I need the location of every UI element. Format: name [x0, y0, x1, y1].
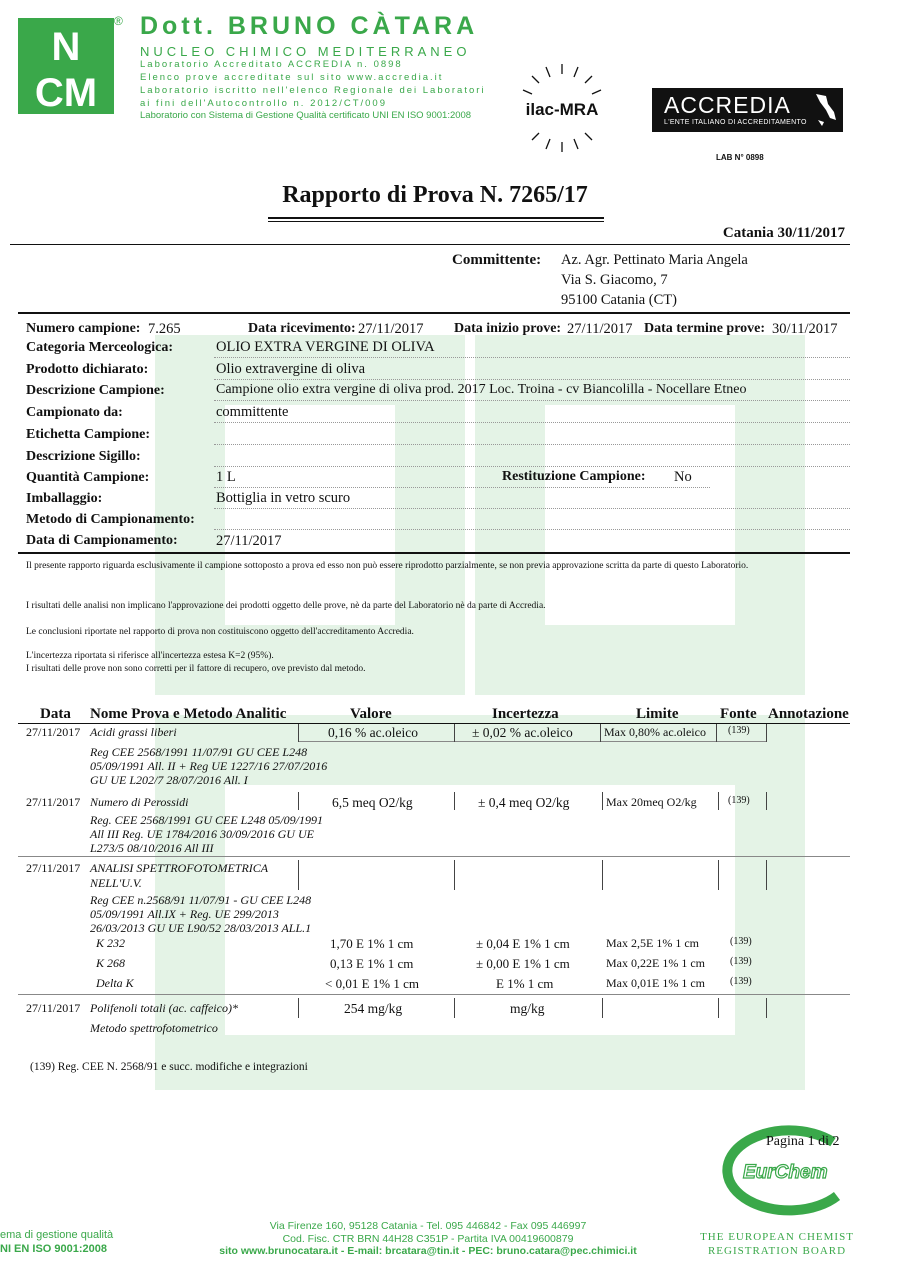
title-underline [268, 221, 604, 222]
col-header-value: Valore [350, 706, 392, 722]
row-rule [18, 994, 850, 995]
row-test-name: K 232 [96, 936, 126, 950]
field-label: Campionato da: [26, 405, 123, 420]
cell-border [600, 724, 601, 742]
row-source: (139) [730, 956, 752, 967]
row-test-name: Polifenoli totali (ac. caffeico)* [90, 1001, 238, 1015]
note: L'incertezza riportata si riferisce all'incertezza estesa K=2 (95%). [26, 651, 274, 661]
svg-text:N: N [51, 25, 81, 69]
field-label: Data di Campionamento: [26, 533, 178, 548]
title-underline [268, 217, 604, 219]
cell-border [298, 724, 299, 742]
row-method: Reg CEE 2568/1991 11/07/91 GU CEE L248 [90, 745, 308, 759]
field-rule [214, 400, 850, 401]
row-test-name: K 268 [96, 956, 126, 970]
received-date: 27/11/2017 [358, 321, 424, 337]
sample-number: 7.265 [148, 321, 181, 337]
footer-right-line: REGISTRATION BOARD [707, 1245, 847, 1257]
field-label: Metodo di Campionamento: [26, 512, 195, 527]
field-label: Descrizione Sigillo: [26, 449, 141, 464]
svg-text:CM: CM [34, 71, 98, 114]
restitution-value: No [674, 469, 692, 485]
cell-border [602, 860, 603, 890]
col-header-uncertainty: Incertezza [492, 706, 559, 722]
row-method: All III Reg. UE 1784/2016 30/09/2016 GU UE [90, 827, 314, 841]
footnote: (139) Reg. CEE N. 2568/91 e succ. modifiche e integrazioni [30, 1061, 308, 1073]
col-header-note: Annotazione [768, 706, 849, 722]
field-label: Categoria Merceologica: [26, 340, 174, 355]
row-uncertainty: ± 0,02 % ac.oleico [472, 725, 573, 740]
row-limit: Max 0,01E 1% 1 cm [606, 976, 705, 990]
lab-line: Elenco prove accreditate sul sito www.accredia.it [140, 72, 444, 83]
lab-line: ai fini dell'Autocontrollo n. 2012/CT/009 [140, 98, 387, 109]
row-value: 254 mg/kg [344, 1001, 403, 1016]
page-number: Pagina 1 di 2 [766, 1134, 840, 1149]
lab-number: LAB N° 0898 [716, 153, 764, 162]
cell-border [298, 860, 299, 890]
cell-border [298, 998, 299, 1018]
cell-border [454, 998, 455, 1018]
row-test-name: Numero di Perossidi [90, 795, 189, 809]
cell-rule [298, 741, 766, 742]
cell-border [718, 792, 719, 810]
cell-border [766, 860, 767, 890]
field-rule [214, 357, 850, 358]
table-header-rule [18, 723, 850, 724]
registered-mark: ® [114, 14, 123, 28]
col-header-test: Nome Prova e Metodo Analitic [90, 706, 287, 722]
divider [18, 552, 850, 554]
restitution-label: Restituzione Campione: [502, 469, 646, 484]
received-label: Data ricevimento: [248, 321, 356, 336]
lab-line: Laboratorio iscritto nell'elenco Regionale dei Laboratori [140, 85, 486, 96]
field-label: Descrizione Campione: [26, 383, 165, 398]
row-limit: Max 20meq O2/kg [606, 795, 697, 809]
report-title: Rapporto di Prova N. 7265/17 [282, 182, 588, 208]
cell-border [718, 860, 719, 890]
note: Il presente rapporto riguarda esclusivamente il campione sottoposto a prova ed esso non può essere riprodotto parzialmente, se non previa approvazione scritta da parte di questo Laboratorio. [26, 561, 749, 571]
accredia-logo [652, 88, 843, 132]
row-method: GU UE L202/7 28/07/2016 All. I [90, 773, 248, 787]
field-value: 1 L [216, 469, 236, 485]
field-rule [214, 508, 850, 509]
field-value: OLIO EXTRA VERGINE DI OLIVA [216, 339, 435, 355]
end-date: 30/11/2017 [772, 321, 838, 337]
ilac-mra-logo [508, 58, 616, 158]
footer-left-line: NI EN ISO 9001:2008 [0, 1243, 108, 1255]
row-value: 6,5 meq O2/kg [332, 795, 413, 810]
field-value: Bottiglia in vetro scuro [216, 490, 351, 506]
lab-name: Dott. BRUNO CÀTARA [140, 12, 479, 40]
row-method: Metodo spettrofotometrico [90, 1021, 218, 1035]
report-date: Catania 30/11/2017 [722, 225, 845, 241]
divider [18, 312, 850, 314]
note: I risultati delle analisi non implicano l'approvazione dei prodotti oggetto delle prove, nè da parte del Laboratorio nè da parte di Accredia. [26, 601, 546, 611]
field-rule [214, 379, 850, 380]
cell-border [298, 792, 299, 810]
cell-border [766, 792, 767, 810]
ncm-logo [18, 18, 114, 114]
field-value: committente [216, 404, 289, 420]
cell-border [454, 860, 455, 890]
col-header-source: Fonte [720, 706, 757, 722]
footer-line: Via Firenze 160, 95128 Catania - Tel. 095 446842 - Fax 095 446997 [269, 1220, 587, 1232]
cell-border [454, 792, 455, 810]
lab-line: Laboratorio Accreditato ACCREDIA n. 0898 [140, 59, 403, 70]
note: I risultati delle prove non sono corretti per il fattore di recupero, ove previsto dal metodo. [26, 664, 366, 674]
accredia-subtitle: L'ENTE ITALIANO DI ACCREDITAMENTO [664, 119, 807, 126]
start-date: 27/11/2017 [567, 321, 633, 337]
cell-border [454, 724, 455, 742]
cell-border [718, 998, 719, 1018]
cell-border [602, 792, 603, 810]
footer-address [188, 1220, 668, 1258]
row-uncertainty: mg/kg [510, 1001, 545, 1016]
field-rule [214, 487, 710, 488]
client-line: Via S. Giacomo, 7 [561, 272, 668, 288]
eurchem-logo [705, 1118, 855, 1218]
row-limit: Max 2,5E 1% 1 cm [606, 936, 699, 950]
ilac-text: ilac-MRA [525, 100, 599, 119]
col-header-date: Data [40, 706, 71, 722]
field-label: Prodotto dichiarato: [26, 362, 149, 377]
row-method: Reg. CEE 2568/1991 GU CEE L248 05/09/1991 [90, 813, 323, 827]
footer-line: sito www.brunocatara.it - E-mail: brcatara@tin.it - PEC: bruno.catara@pec.chimici.it [219, 1245, 637, 1257]
row-source: (139) [730, 976, 752, 987]
row-method: 05/09/1991 All. II + Reg UE 1227/16 27/07/2016 [90, 759, 328, 773]
footer-left-line: ema di gestione qualità [0, 1229, 114, 1241]
row-limit: Max 0,80% ac.oleico [604, 725, 706, 739]
row-date: 27/11/2017 [26, 861, 81, 875]
row-value: < 0,01 E 1% 1 cm [325, 976, 419, 991]
field-value: 27/11/2017 [216, 533, 282, 549]
field-label: Etichetta Campione: [26, 427, 151, 442]
row-date: 27/11/2017 [26, 795, 81, 809]
eurchem-text: EurChem [743, 1162, 828, 1183]
field-label: Quantità Campione: [26, 470, 150, 485]
row-test-name: Acidi grassi liberi [90, 725, 177, 739]
row-uncertainty: E 1% 1 cm [496, 976, 554, 991]
lab-line: Laboratorio con Sistema di Gestione Qualità certificato UNI EN ISO 9001:2008 [140, 110, 472, 121]
row-uncertainty: ± 0,00 E 1% 1 cm [476, 956, 570, 971]
cell-border [766, 998, 767, 1018]
row-source: (139) [728, 795, 750, 806]
row-method: Reg CEE n.2568/91 11/07/91 - GU CEE L248 [90, 893, 312, 907]
row-value: 1,70 E 1% 1 cm [330, 936, 414, 951]
row-date: 27/11/2017 [26, 725, 81, 739]
row-method: L273/5 08/10/2016 All III [90, 841, 214, 855]
row-test-name-cont: NELL'U.V. [90, 876, 142, 890]
client-label: Committente: [452, 252, 542, 268]
cell-border [716, 724, 717, 742]
field-rule [214, 444, 850, 445]
sample-number-label: Numero campione: [26, 321, 141, 336]
end-label: Data termine prove: [644, 321, 766, 336]
field-rule [214, 422, 850, 423]
row-test-name: ANALISI SPETTROFOTOMETRICA [90, 861, 269, 875]
field-value: Olio extravergine di oliva [216, 361, 366, 377]
row-uncertainty: ± 0,04 E 1% 1 cm [476, 936, 570, 951]
lab-subtitle: NUCLEO CHIMICO MEDITERRANEO [140, 44, 471, 59]
cell-border [602, 998, 603, 1018]
row-uncertainty: ± 0,4 meq O2/kg [478, 795, 570, 810]
cell-border [766, 724, 767, 742]
footer-right [692, 1230, 862, 1258]
row-test-name: Delta K [96, 976, 134, 990]
row-value: 0,16 % ac.oleico [328, 725, 418, 740]
field-label: Imballaggio: [26, 491, 103, 506]
field-rule [214, 466, 850, 467]
start-label: Data inizio prove: [454, 321, 562, 336]
row-value: 0,13 E 1% 1 cm [330, 956, 414, 971]
footer-left [0, 1228, 113, 1256]
row-rule [18, 856, 850, 857]
col-header-limit: Limite [636, 706, 679, 722]
client-line: Az. Agr. Pettinato Maria Angela [561, 252, 748, 268]
row-method: 26/03/2013 GU UE L90/52 28/03/2013 ALL.1 [90, 921, 312, 935]
row-method: 05/09/1991 All.IX + Reg. UE 299/2013 [90, 907, 279, 921]
row-source: (139) [728, 725, 750, 736]
accredia-name: ACCREDIA [664, 92, 791, 118]
row-limit: Max 0,22E 1% 1 cm [606, 956, 705, 970]
footer-line: Cod. Fisc. CTR BRN 44H28 C351P - Partita IVA 00419600879 [282, 1232, 574, 1245]
client-line: 95100 Catania (CT) [561, 292, 677, 308]
field-value: Campione olio extra vergine di oliva prod. 2017 Loc. Troina - cv Biancolilla - Nocellare Etneo [216, 382, 747, 397]
divider [10, 244, 850, 245]
note: Le conclusioni riportate nel rapporto di prova non costituiscono oggetto dell'accreditamento Accredia. [26, 627, 414, 637]
row-date: 27/11/2017 [26, 1001, 81, 1015]
footer-right-line: THE EUROPEAN CHEMIST [700, 1231, 854, 1243]
field-rule [214, 529, 850, 530]
italy-map-icon [812, 92, 838, 128]
row-source: (139) [730, 936, 752, 947]
